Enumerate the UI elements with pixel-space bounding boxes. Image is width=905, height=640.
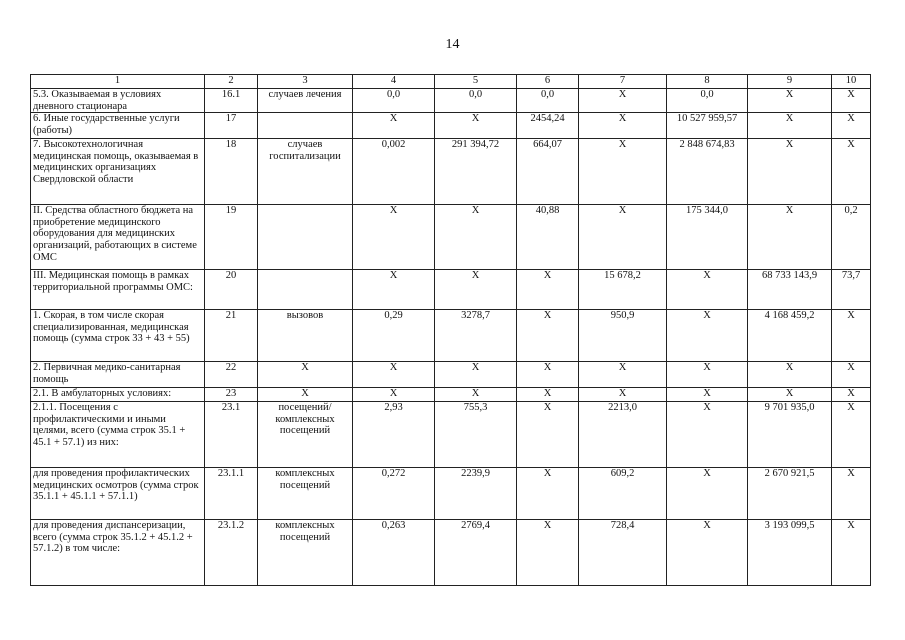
value-cell: 2,93 (353, 402, 435, 468)
data-table (30, 74, 871, 586)
value-cell: X (667, 388, 748, 402)
row-name-cell: 2. Первичная медико-санитарная помощь (31, 362, 205, 388)
table-row (31, 310, 871, 362)
value-cell: X (667, 310, 748, 362)
row-number-cell: 23 (205, 388, 258, 402)
value-cell: X (353, 205, 435, 270)
value-cell: 175 344,0 (667, 205, 748, 270)
value-cell: X (517, 270, 579, 310)
value-cell: X (748, 139, 832, 205)
value-cell: X (353, 113, 435, 139)
row-name-cell: для проведения профилактических медицинских осмотров (сумма строк 35.1.1 + 45.1.1 + 57.1.1) (31, 468, 205, 520)
value-cell: X (353, 362, 435, 388)
unit-cell: комплексных посещений (258, 468, 353, 520)
row-number-cell: 23.1 (205, 402, 258, 468)
row-number-cell: 19 (205, 205, 258, 270)
row-number-cell: 23.1.2 (205, 520, 258, 586)
value-cell: X (832, 520, 871, 586)
table-row (31, 139, 871, 205)
unit-cell: случаев госпитализации (258, 139, 353, 205)
value-cell: 755,3 (435, 402, 517, 468)
value-cell: X (579, 89, 667, 113)
value-cell: X (748, 388, 832, 402)
table-row (31, 388, 871, 402)
value-cell: X (832, 362, 871, 388)
value-cell: 609,2 (579, 468, 667, 520)
unit-cell: X (258, 362, 353, 388)
table-row (31, 520, 871, 586)
value-cell: X (748, 89, 832, 113)
value-cell: X (435, 362, 517, 388)
row-number-cell: 18 (205, 139, 258, 205)
value-cell: 2 670 921,5 (748, 468, 832, 520)
value-cell: 0,0 (667, 89, 748, 113)
value-cell: X (435, 388, 517, 402)
value-cell: X (832, 89, 871, 113)
row-number-cell: 21 (205, 310, 258, 362)
unit-cell (258, 113, 353, 139)
value-cell: 2239,9 (435, 468, 517, 520)
unit-cell: случаев лечения (258, 89, 353, 113)
value-cell: 9 701 935,0 (748, 402, 832, 468)
row-number-cell: 20 (205, 270, 258, 310)
value-cell: X (435, 270, 517, 310)
value-cell: X (667, 468, 748, 520)
column-header: 3 (258, 75, 353, 89)
value-cell: X (667, 402, 748, 468)
value-cell: X (353, 388, 435, 402)
unit-cell: комплексных посещений (258, 520, 353, 586)
row-name-cell: 7. Высокотехнологичная медицинская помощь, оказываемая в медицинских организациях Свердловской области (31, 139, 205, 205)
value-cell: X (579, 139, 667, 205)
column-header: 4 (353, 75, 435, 89)
value-cell: X (832, 388, 871, 402)
value-cell: X (517, 388, 579, 402)
value-cell: X (579, 388, 667, 402)
column-header: 7 (579, 75, 667, 89)
value-cell: X (517, 468, 579, 520)
unit-cell: вызовов (258, 310, 353, 362)
value-cell: 0,272 (353, 468, 435, 520)
table-row (31, 270, 871, 310)
value-cell: X (435, 205, 517, 270)
row-name-cell: для проведения диспансеризации, всего (сумма строк 35.1.2 + 45.1.2 + 57.1.2) в том числе: (31, 520, 205, 586)
value-cell: 2769,4 (435, 520, 517, 586)
value-cell: X (832, 139, 871, 205)
table-row (31, 113, 871, 139)
row-name-cell: 6. Иные государственные услуги (работы) (31, 113, 205, 139)
value-cell: X (832, 113, 871, 139)
value-cell: X (748, 362, 832, 388)
row-name-cell: 2.1. В амбулаторных условиях: (31, 388, 205, 402)
header-row (31, 75, 871, 89)
value-cell: 3 193 099,5 (748, 520, 832, 586)
page-number: 14 (445, 37, 460, 52)
row-name-cell: 5.3. Оказываемая в условиях дневного стационара (31, 89, 205, 113)
value-cell: X (832, 310, 871, 362)
value-cell: X (517, 402, 579, 468)
value-cell: 291 394,72 (435, 139, 517, 205)
value-cell: 0,002 (353, 139, 435, 205)
value-cell: X (832, 402, 871, 468)
table-row (31, 402, 871, 468)
unit-cell: посещений/ комплексных посещений (258, 402, 353, 468)
row-name-cell: 1. Скорая, в том числе скорая специализированная, медицинская помощь (сумма строк 33 + 43 + 55) (31, 310, 205, 362)
row-name-cell: II. Средства областного бюджета на приобретение медицинского оборудования для медицинских организаций, работающих в системе ОМС (31, 205, 205, 270)
value-cell: 2213,0 (579, 402, 667, 468)
unit-cell: X (258, 388, 353, 402)
value-cell: 0,0 (435, 89, 517, 113)
value-cell: 3278,7 (435, 310, 517, 362)
table-row (31, 205, 871, 270)
table-row (31, 89, 871, 113)
value-cell: 0,0 (353, 89, 435, 113)
value-cell: X (667, 362, 748, 388)
column-header: 1 (31, 75, 205, 89)
row-number-cell: 17 (205, 113, 258, 139)
column-header: 10 (832, 75, 871, 89)
value-cell: 0,0 (517, 89, 579, 113)
column-header: 8 (667, 75, 748, 89)
column-header: 6 (517, 75, 579, 89)
unit-cell (258, 270, 353, 310)
column-header: 5 (435, 75, 517, 89)
value-cell: 2 848 674,83 (667, 139, 748, 205)
value-cell: 0,29 (353, 310, 435, 362)
value-cell: 728,4 (579, 520, 667, 586)
value-cell: 10 527 959,57 (667, 113, 748, 139)
value-cell: 0,263 (353, 520, 435, 586)
value-cell: X (748, 113, 832, 139)
value-cell: X (517, 520, 579, 586)
value-cell: 40,88 (517, 205, 579, 270)
value-cell: 15 678,2 (579, 270, 667, 310)
value-cell: 4 168 459,2 (748, 310, 832, 362)
value-cell: X (435, 113, 517, 139)
row-number-cell: 22 (205, 362, 258, 388)
value-cell: X (353, 270, 435, 310)
value-cell: 664,07 (517, 139, 579, 205)
column-header: 2 (205, 75, 258, 89)
value-cell: X (748, 205, 832, 270)
row-number-cell: 23.1.1 (205, 468, 258, 520)
value-cell: X (667, 520, 748, 586)
row-name-cell: 2.1.1. Посещения с профилактическими и иными целями, всего (сумма строк 35.1 + 45.1 + 57.1) из них: (31, 402, 205, 468)
table-row (31, 468, 871, 520)
value-cell: X (579, 205, 667, 270)
table-row (31, 362, 871, 388)
value-cell: X (667, 270, 748, 310)
value-cell: X (517, 362, 579, 388)
row-name-cell: III. Медицинская помощь в рамках территориальной программы ОМС: (31, 270, 205, 310)
column-header: 9 (748, 75, 832, 89)
value-cell: X (579, 113, 667, 139)
value-cell: 950,9 (579, 310, 667, 362)
value-cell: X (832, 468, 871, 520)
value-cell: 2454,24 (517, 113, 579, 139)
value-cell: 0,2 (832, 205, 871, 270)
row-number-cell: 16.1 (205, 89, 258, 113)
value-cell: X (579, 362, 667, 388)
value-cell: X (517, 310, 579, 362)
value-cell: 68 733 143,9 (748, 270, 832, 310)
value-cell: 73,7 (832, 270, 871, 310)
unit-cell (258, 205, 353, 270)
